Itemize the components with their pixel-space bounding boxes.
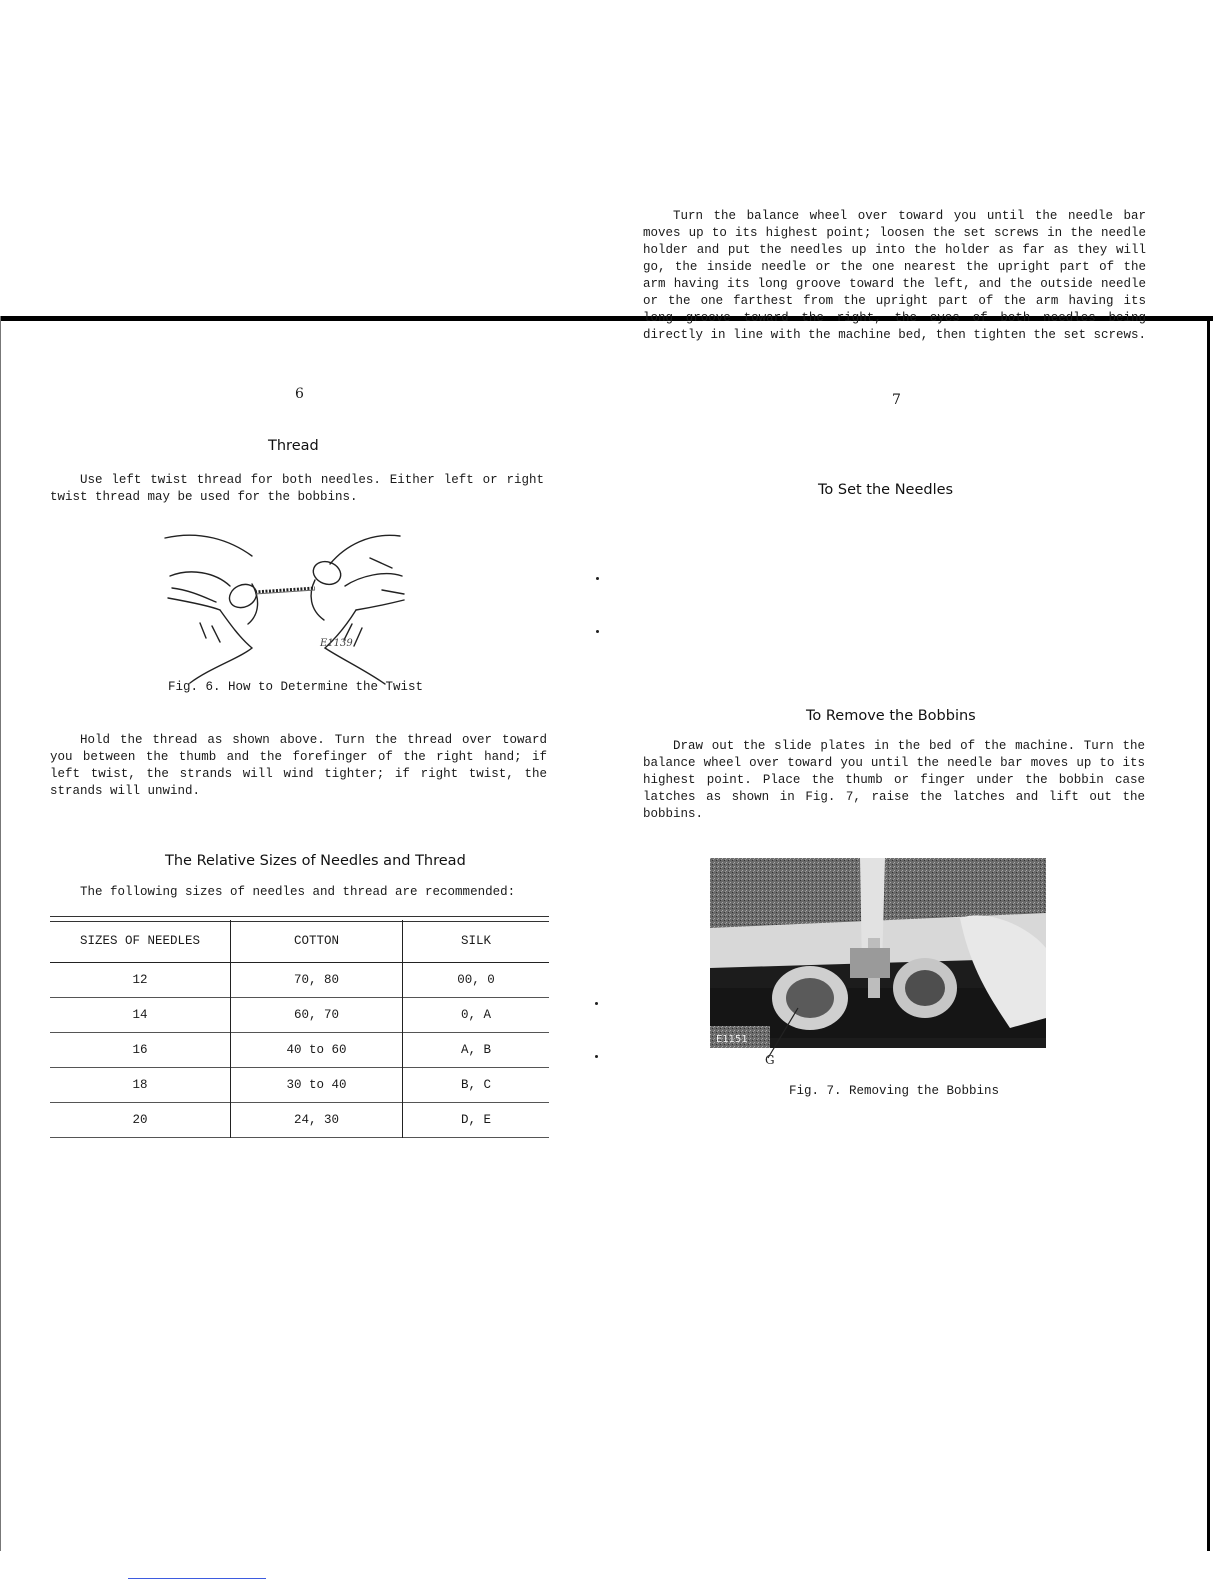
- paragraph-hold-thread: [50, 732, 547, 800]
- paragraph-line: long groove toward the right, the eyes of both needles being: [643, 311, 1146, 325]
- cell-needle-size: 12: [132, 973, 148, 987]
- paragraph-line: moves up to its highest point; loosen the set screws in the needle: [643, 226, 1146, 240]
- cell-needle-size: 20: [132, 1113, 148, 1127]
- needle-thread-table: [50, 920, 549, 1138]
- paragraph-line: Hold the thread as shown above. Turn the thread over toward: [80, 733, 547, 747]
- paragraph-line: you between the thumb and the forefinger of the right hand; if: [50, 750, 547, 764]
- margin-mark: [596, 577, 599, 580]
- cell-silk: A, B: [460, 1043, 491, 1057]
- page-right-border: [1207, 316, 1210, 1551]
- heading-thread: Thread: [268, 438, 319, 454]
- fig7-bobbin-photo: [710, 858, 1046, 1068]
- header-cotton: COTTON: [231, 920, 403, 963]
- fig7-code: E1151: [716, 1034, 748, 1045]
- paragraph-line: strands will unwind.: [50, 784, 201, 798]
- heading-set-needles: To Set the Needles: [818, 482, 954, 498]
- cell-silk: B, C: [460, 1078, 491, 1092]
- heading-remove-bobbins: To Remove the Bobbins: [806, 708, 976, 724]
- cell-cotton: 24, 30: [231, 1103, 403, 1138]
- header-sizes-of-needles: SIZES OF NEEDLES: [79, 934, 201, 948]
- cell-cotton: 40 to 60: [231, 1033, 403, 1068]
- cell-needle-size: 16: [132, 1043, 148, 1057]
- paragraph-line: bobbins.: [643, 807, 704, 821]
- bottom-link-underline: [128, 1578, 266, 1579]
- cell-silk: 00, 0: [457, 973, 495, 987]
- table-row: [50, 998, 549, 1033]
- paragraph-remove-bobbins: [643, 738, 1145, 823]
- cell-silk: D, E: [460, 1113, 491, 1127]
- cell-cotton: 60, 70: [231, 998, 403, 1033]
- cell-needle-size: 14: [132, 1008, 148, 1022]
- paragraph-line: twist thread may be used for the bobbins.: [50, 490, 358, 504]
- paragraph-line: balance wheel over toward you until the needle bar moves up to its: [643, 756, 1145, 770]
- table-row: [50, 1103, 549, 1138]
- page-number-left: 6: [295, 386, 304, 402]
- paragraph-thread: [50, 472, 544, 506]
- paragraph-line: or the one farthest from the upright part of the arm having its: [643, 294, 1146, 308]
- paragraph-line: go, the inside needle or the one nearest the upright part of the: [643, 260, 1146, 274]
- table-header-row: [50, 920, 549, 963]
- paragraph-line: Turn the balance wheel over toward you until the needle bar: [673, 209, 1146, 223]
- fig6-label: E1139: [320, 638, 353, 649]
- paragraph-line: holder and put the needles up into the holder as far as they will: [643, 243, 1146, 257]
- header-silk: SILK: [460, 934, 491, 948]
- heading-relative-sizes: The Relative Sizes of Needles and Thread: [165, 853, 466, 869]
- table-row: [50, 963, 549, 998]
- table-row: [50, 1033, 549, 1068]
- page-left-border: [0, 316, 1, 1551]
- margin-mark: [596, 630, 599, 633]
- fig7-callout-g: G: [765, 1053, 775, 1067]
- paragraph-line: Use left twist thread for both needles. Either left or right: [80, 473, 544, 487]
- cell-cotton: 70, 80: [231, 963, 403, 998]
- cell-cotton: 30 to 40: [231, 1068, 403, 1103]
- table-row: [50, 1068, 549, 1103]
- paragraph-line: arm having its long groove toward the left, and the outside needle: [643, 277, 1146, 291]
- margin-mark: [595, 1055, 598, 1058]
- margin-mark: [595, 1002, 598, 1005]
- paragraph-line: left twist, the strands will wind tighter; if right twist, the: [50, 767, 547, 781]
- fig6-twist-illustration: [160, 528, 410, 688]
- paragraph-line: directly in line with the machine bed, then tighten the set screws.: [643, 328, 1146, 342]
- cell-needle-size: 18: [132, 1078, 148, 1092]
- paragraph-set-needles-text: [643, 208, 1146, 344]
- thread-strand: [255, 588, 315, 592]
- fig6-caption: Fig. 6. How to Determine the Twist: [168, 680, 424, 694]
- paragraph-line: highest point. Place the thumb or finger under the bobbin case: [643, 773, 1145, 787]
- sizes-intro: The following sizes of needles and thread are recommended:: [80, 885, 516, 899]
- paragraph-line: Draw out the slide plates in the bed of the machine. Turn the: [673, 739, 1145, 753]
- cell-silk: 0, A: [460, 1008, 491, 1022]
- page-number-right: 7: [892, 392, 901, 408]
- fig7-caption: Fig. 7. Removing the Bobbins: [789, 1084, 1000, 1098]
- paragraph-line: latches as shown in Fig. 7, raise the latches and lift out the: [643, 790, 1145, 804]
